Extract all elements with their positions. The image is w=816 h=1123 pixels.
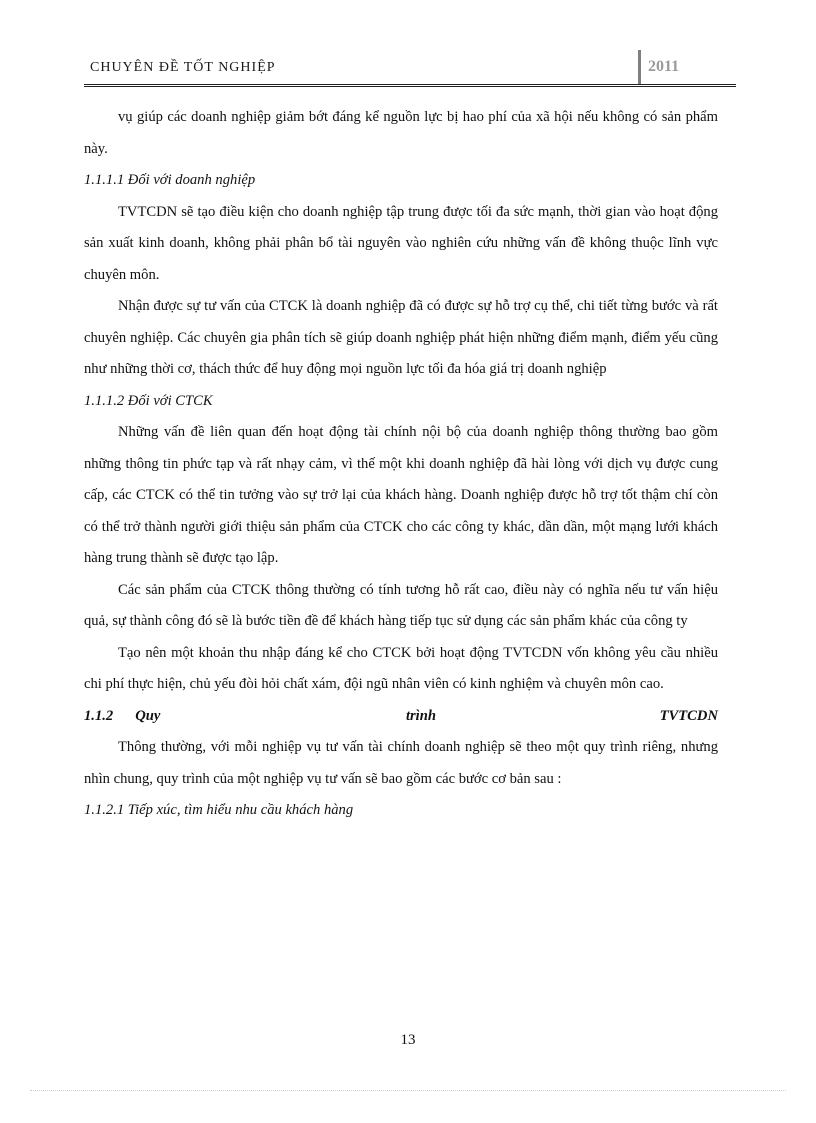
footer-dotted-line bbox=[30, 1090, 786, 1091]
paragraph: Những vấn đề liên quan đến hoạt động tài chính nội bộ của doanh nghiệp thông thường bao gồm những thông tin phức tạp và rất nhạy cảm, vì thế một khi doanh nghiệp đã hài lòng với dịch vụ được cung cấp, các CTCK có thể tin tưởng vào sự trở lại của khách hàng. Doanh nghiệp được hỗ trợ tốt thậm chí còn có thể trở thành người giới thiệu sản phẩm của CTCK cho các công ty khác, dần dần, một mạng lưới khách hàng trung thành sẽ được tạo lập. bbox=[84, 424, 718, 566]
header-separator bbox=[638, 50, 641, 84]
subsection-heading: 1.1.1.1 Đối với doanh nghiệp bbox=[84, 172, 256, 188]
paragraph: TVTCDN sẽ tạo điều kiện cho doanh nghiệp tập trung được tối đa sức mạnh, thời gian vào hoạt động sản xuất kinh doanh, không phải phân bổ tài nguyên vào nghiên cứu những vấn đề không thuộc lĩnh vực chuyên môn. bbox=[84, 203, 718, 283]
paragraph: Tạo nên một khoản thu nhập đáng kể cho CTCK bởi hoạt động TVTCDN vốn không yêu cầu nhiều chi phí thực hiện, chủ yếu đòi hỏi chất xám, đội ngũ nhân viên có kinh nghiệm và chuyên môn cao. bbox=[84, 644, 718, 692]
header-rule bbox=[84, 84, 736, 87]
section-word: trình bbox=[405, 707, 436, 724]
page-number: 13 bbox=[400, 1032, 416, 1048]
header-title: CHUYÊN ĐỀ TỐT NGHIỆP bbox=[90, 60, 276, 75]
paragraph: Thông thường, với mỗi nghiệp vụ tư vấn tài chính doanh nghiệp sẽ theo một quy trình riêng, nhưng nhìn chung, quy trình của một nghiệp vụ tư vấn sẽ bao gồm các bước cơ bản sau : bbox=[84, 739, 718, 787]
paragraph: Các sản phẩm của CTCK thông thường có tính tương hỗ rất cao, điều này có nghĩa nếu tư vấn hiệu quả, sự thành công đó sẽ là bước tiền đề để khách hàng tiếp tục sử dụng các sản phẩm khác của công ty bbox=[84, 581, 718, 629]
header-year: 2011 bbox=[648, 58, 680, 75]
section-word: Quy bbox=[135, 707, 161, 724]
subsection-heading: 1.1.2.1 Tiếp xúc, tìm hiểu nhu cầu khách hàng bbox=[84, 802, 354, 818]
section-word: TVTCDN bbox=[659, 707, 718, 724]
page-header bbox=[84, 46, 736, 86]
section-number: 1.1.2 bbox=[84, 707, 114, 724]
paragraph: Nhận được sự tư vấn của CTCK là doanh nghiệp đã có được sự hỗ trợ cụ thể, chi tiết từng bước và rất chuyên nghiệp. Các chuyên gia phân tích sẽ giúp doanh nghiệp phát hiện những điểm mạnh, điểm yếu cũng như những thời cơ, thách thức để huy động mọi nguồn lực tối đa hóa giá trị doanh nghiệp bbox=[84, 298, 718, 377]
body-text bbox=[84, 102, 718, 827]
subsection-heading: 1.1.1.2 Đối với CTCK bbox=[84, 392, 213, 409]
paragraph: vụ giúp các doanh nghiệp giảm bớt đáng kể nguồn lực bị hao phí của xã hội nếu không có sản phẩm này. bbox=[84, 109, 718, 157]
section-heading bbox=[84, 701, 718, 733]
